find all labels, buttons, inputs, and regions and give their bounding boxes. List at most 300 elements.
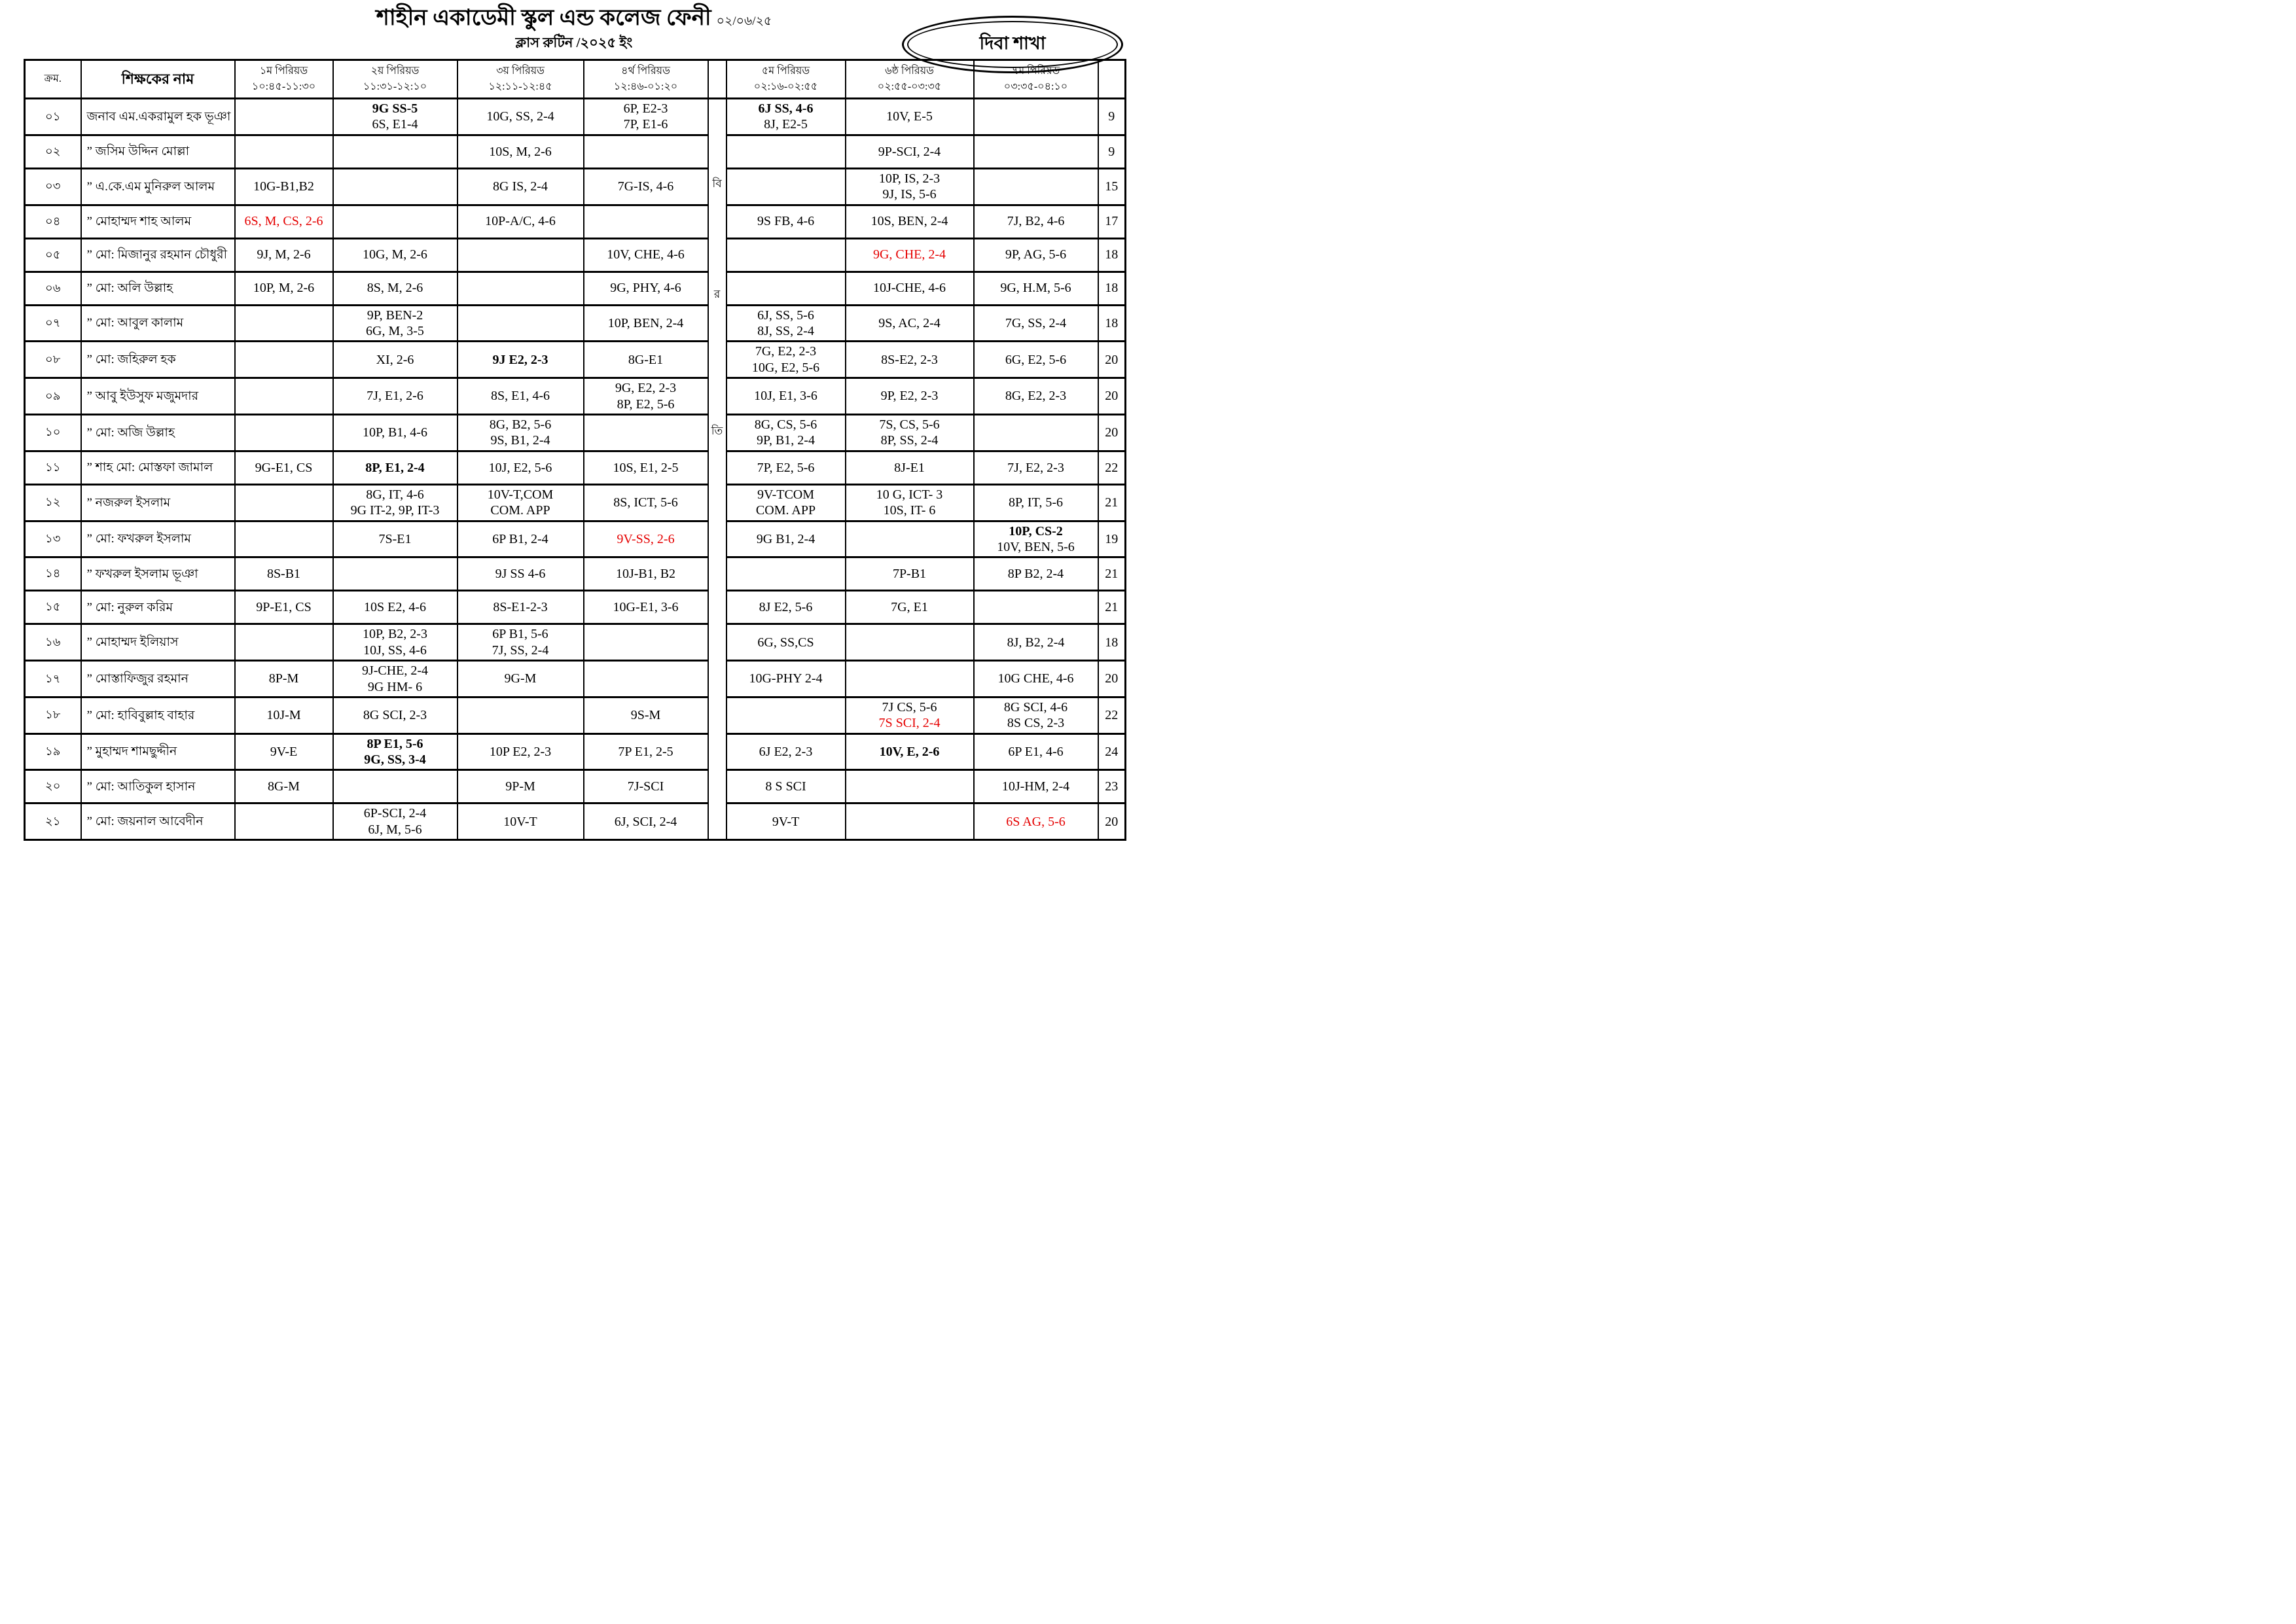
cell-line: 6J SS, 4-6 <box>758 101 814 116</box>
total-cell: 21 <box>1098 591 1126 624</box>
period-2-cell <box>333 697 457 733</box>
cell-line: 10G-E1, 3-6 <box>613 600 679 615</box>
cell-line: 6J E2, 2-3 <box>759 744 813 759</box>
cell-line: 7P, E2, 5-6 <box>757 460 815 475</box>
period-5-cell <box>726 415 846 451</box>
cell-line: 9P, AG, 5-6 <box>1005 247 1067 262</box>
period-7-cell <box>974 770 1098 803</box>
cell-line: 6G, M, 3-5 <box>366 324 424 339</box>
period-1-cell <box>235 803 333 840</box>
header-period-2 <box>333 60 457 99</box>
cell-line: 9V-SS, 2-6 <box>617 531 675 546</box>
total-cell: 24 <box>1098 733 1126 770</box>
period-4-cell <box>584 770 708 803</box>
total-cell: 15 <box>1098 168 1126 205</box>
serial-cell: ১৬ <box>25 624 81 661</box>
cell-line: 8 S SCI <box>765 779 806 794</box>
period-6-cell <box>846 521 974 557</box>
period-7-cell <box>974 484 1098 521</box>
period-7-cell <box>974 661 1098 697</box>
cell-line: 10G-PHY 2-4 <box>749 671 823 686</box>
period-7-cell <box>974 135 1098 168</box>
cell-line: 10P, M, 2-6 <box>253 281 315 296</box>
period-1-cell <box>235 378 333 415</box>
period-5-cell <box>726 697 846 733</box>
period-4-cell <box>584 484 708 521</box>
period-1-cell <box>235 661 333 697</box>
cell-line: 10G CHE, 4-6 <box>997 671 1074 686</box>
period-1-cell <box>235 733 333 770</box>
period-2-cell <box>333 205 457 238</box>
teacher-name-cell: জনাব এম.একরামুল হক ভূঞা <box>81 99 235 135</box>
shift-badge-label: দিবা শাখা <box>979 33 1046 53</box>
total-cell: 20 <box>1098 661 1126 697</box>
cell-line: 9V-T <box>772 814 800 829</box>
period-6-cell <box>846 803 974 840</box>
total-cell: 17 <box>1098 205 1126 238</box>
cell-line: 9J, M, 2-6 <box>257 247 311 262</box>
cell-line: 9P-M <box>505 779 535 794</box>
cell-line: 6G, SS,CS <box>757 635 814 650</box>
period-7-cell <box>974 415 1098 451</box>
cell-line: 8S, ICT, 5-6 <box>613 495 678 510</box>
shift-badge-inner-ring <box>907 21 1118 68</box>
serial-cell: ১৮ <box>25 697 81 733</box>
period-3-cell <box>457 521 584 557</box>
period-3-cell <box>457 415 584 451</box>
teacher-name-cell: ” মো: আবুল কালাম <box>81 305 235 342</box>
header-serial: ক্রম. <box>25 60 81 99</box>
cell-line: 8G-M <box>268 779 300 794</box>
period-4-cell <box>584 591 708 624</box>
period-5-cell <box>726 378 846 415</box>
cell-line: 7S SCI, 2-4 <box>878 716 941 731</box>
cell-line: 9S, AC, 2-4 <box>878 315 941 330</box>
period-3-cell <box>457 591 584 624</box>
period-6-cell <box>846 378 974 415</box>
period-6-cell <box>846 733 974 770</box>
period-7-cell <box>974 521 1098 557</box>
cell-line: 8S-E2, 2-3 <box>881 352 938 367</box>
total-cell: 18 <box>1098 272 1126 305</box>
period-time: ০৩:৩৫-০৪:১০ <box>1003 80 1068 92</box>
total-cell: 23 <box>1098 770 1126 803</box>
period-2-cell <box>333 624 457 661</box>
teacher-name-cell: ” মোহাম্মদ ইলিয়াস <box>81 624 235 661</box>
teacher-name-cell: ” মো: আতিকুল হাসান <box>81 770 235 803</box>
cell-line: 10P, IS, 2-3 <box>878 171 941 186</box>
period-7-cell <box>974 591 1098 624</box>
period-5-cell <box>726 99 846 135</box>
period-5-cell <box>726 168 846 205</box>
cell-line: 7G, E2, 2-3 <box>755 344 817 359</box>
period-5-cell <box>726 238 846 272</box>
break-letter: র <box>713 288 721 301</box>
period-3-cell <box>457 697 584 733</box>
cell-line: 10G, E2, 5-6 <box>751 360 820 375</box>
teacher-name-cell: ” মো: নুরুল করিম <box>81 591 235 624</box>
period-5-cell <box>726 205 846 238</box>
period-6-cell <box>846 238 974 272</box>
total-cell: 20 <box>1098 342 1126 378</box>
total-cell: 20 <box>1098 803 1126 840</box>
cell-line: 8J-E1 <box>894 460 925 475</box>
cell-line: 9J-CHE, 2-4 <box>361 663 429 679</box>
cell-line: 9V-TCOM <box>757 487 815 502</box>
period-1-cell <box>235 557 333 591</box>
period-4-cell <box>584 238 708 272</box>
period-4-cell <box>584 168 708 205</box>
total-cell: 20 <box>1098 378 1126 415</box>
table-row <box>25 733 1126 770</box>
header-period-5 <box>726 60 846 99</box>
serial-cell: ০৮ <box>25 342 81 378</box>
period-7-cell <box>974 238 1098 272</box>
cell-line: 6S, E1-4 <box>372 117 418 132</box>
table-row <box>25 272 1126 305</box>
teacher-name-cell: ” মো: অজি উল্লাহ <box>81 415 235 451</box>
cell-line: 9G, SS, 3-4 <box>364 752 426 768</box>
cell-line: 9S FB, 4-6 <box>757 214 815 229</box>
cell-line: 10P, CS-2 <box>1009 523 1063 538</box>
period-2-cell <box>333 484 457 521</box>
cell-line: 6P-SCI, 2-4 <box>363 806 427 821</box>
cell-line: 9G IT-2, 9P, IT-3 <box>350 503 440 518</box>
teacher-name-cell: ” মো: অলি উল্লাহ <box>81 272 235 305</box>
table-row <box>25 770 1126 803</box>
cell-line: 10V-T <box>503 814 537 829</box>
cell-line: COM. APP <box>490 503 550 518</box>
serial-cell: ১৯ <box>25 733 81 770</box>
routine-page <box>0 0 1148 841</box>
period-2-cell <box>333 415 457 451</box>
table-row <box>25 342 1126 378</box>
cell-line: 8J, B2, 2-4 <box>1007 635 1065 650</box>
period-3-cell <box>457 305 584 342</box>
cell-line: 9G, E2, 2-3 <box>615 381 677 396</box>
teacher-name-cell: ” আবু ইউসুফ মজুমদার <box>81 378 235 415</box>
cell-line: 8G, E2, 2-3 <box>1005 389 1067 404</box>
cell-line: 10J, E2, 5-6 <box>488 460 552 475</box>
period-4-cell <box>584 557 708 591</box>
total-cell: 9 <box>1098 99 1126 135</box>
period-3-cell <box>457 557 584 591</box>
period-5-cell <box>726 451 846 484</box>
serial-cell: ২০ <box>25 770 81 803</box>
break-letter: তি <box>711 425 723 438</box>
period-label: ৬ষ্ঠ পিরিয়ড <box>885 65 934 77</box>
table-row <box>25 135 1126 168</box>
table-row <box>25 415 1126 451</box>
header-period-1 <box>235 60 333 99</box>
cell-line: 10G, SS, 2-4 <box>486 109 554 124</box>
teacher-name-cell: ” জসিম উদ্দিন মোল্লা <box>81 135 235 168</box>
period-5-cell <box>726 770 846 803</box>
period-3-cell <box>457 272 584 305</box>
table-row <box>25 305 1126 342</box>
total-cell: 18 <box>1098 305 1126 342</box>
period-1-cell <box>235 521 333 557</box>
cell-line: 8P B2, 2-4 <box>1007 567 1064 582</box>
cell-line: 8S, M, 2-6 <box>367 281 423 296</box>
period-3-cell <box>457 803 584 840</box>
period-6-cell <box>846 205 974 238</box>
period-1-cell <box>235 451 333 484</box>
cell-line: 10S, E1, 2-5 <box>613 460 679 475</box>
cell-line: 8G SCI, 4-6 <box>1003 699 1068 715</box>
table-row <box>25 378 1126 415</box>
cell-line: 8J, SS, 2-4 <box>757 324 814 339</box>
table-row <box>25 451 1126 484</box>
cell-line: 7P, E1-6 <box>623 117 668 132</box>
teacher-name-cell: ” শাহ মো: মোস্তফা জামাল <box>81 451 235 484</box>
cell-line: 8J, E2-5 <box>764 117 808 132</box>
period-6-cell <box>846 557 974 591</box>
period-1-cell <box>235 591 333 624</box>
cell-line: 7J CS, 5-6 <box>882 699 937 715</box>
table-row <box>25 484 1126 521</box>
cell-line: 9G SS-5 <box>372 101 418 116</box>
period-6-cell <box>846 624 974 661</box>
period-4-cell <box>584 624 708 661</box>
cell-line: 8P, SS, 2-4 <box>880 433 939 448</box>
period-7-cell <box>974 305 1098 342</box>
cell-line: 8P-M <box>268 671 299 686</box>
period-2-cell <box>333 305 457 342</box>
cell-line: 8P, E1, 2-4 <box>365 460 425 475</box>
teacher-name-cell: ” মোহাম্মদ শাহ আলম <box>81 205 235 238</box>
cell-line: 9P, B1, 2-4 <box>757 433 815 448</box>
cell-line: 7P-B1 <box>892 567 927 582</box>
cell-line: 10P E2, 2-3 <box>489 744 552 759</box>
teacher-name-cell: ” এ.কে.এম মুনিরুল আলম <box>81 168 235 205</box>
cell-line: 10J-M <box>266 708 301 723</box>
teacher-name-cell: ” মোস্তাফিজুর রহমান <box>81 661 235 697</box>
serial-cell: ০৪ <box>25 205 81 238</box>
period-4-cell <box>584 305 708 342</box>
period-2-cell <box>333 168 457 205</box>
serial-cell: ২১ <box>25 803 81 840</box>
cell-line: 6P B1, 2-4 <box>492 531 548 546</box>
cell-line: 8P, E2, 5-6 <box>617 397 675 412</box>
period-7-cell <box>974 557 1098 591</box>
period-2-cell <box>333 342 457 378</box>
total-cell: 22 <box>1098 451 1126 484</box>
cell-line: 10P-A/C, 4-6 <box>485 214 556 229</box>
period-time: ১১:৩১-১২:১০ <box>363 80 427 92</box>
period-5-cell <box>726 624 846 661</box>
cell-line: 8G, CS, 5-6 <box>754 417 817 432</box>
period-label: ৪র্থ পিরিয়ড <box>621 65 670 77</box>
period-time: ০২:৫৫-০৩:৩৫ <box>877 80 942 92</box>
cell-line: 9P, E2, 2-3 <box>880 389 939 404</box>
table-row <box>25 521 1126 557</box>
period-4-cell <box>584 135 708 168</box>
period-6-cell <box>846 591 974 624</box>
cell-line: 8P E1, 5-6 <box>367 736 423 751</box>
period-6-cell <box>846 135 974 168</box>
period-7-cell <box>974 99 1098 135</box>
cell-line: 10J-B1, B2 <box>615 567 676 582</box>
period-4-cell <box>584 272 708 305</box>
cell-line: 7J-SCI <box>627 779 664 794</box>
period-3-cell <box>457 451 584 484</box>
period-4-cell <box>584 661 708 697</box>
period-5-cell <box>726 803 846 840</box>
cell-line: 10P, BEN, 2-4 <box>607 315 684 330</box>
cell-line: 10G, M, 2-6 <box>363 247 427 262</box>
cell-line: 10V, E, 2-6 <box>879 744 940 759</box>
period-3-cell <box>457 378 584 415</box>
cell-line: 7J, E2, 2-3 <box>1007 460 1064 475</box>
period-7-cell <box>974 624 1098 661</box>
cell-line: 8J E2, 5-6 <box>759 600 813 615</box>
period-2-cell <box>333 770 457 803</box>
cell-line: 6J, M, 5-6 <box>368 822 422 837</box>
teacher-name-cell: ” ফখরুল ইসলাম ভূঞা <box>81 557 235 591</box>
table-row <box>25 803 1126 840</box>
cell-line: 9P, BEN-2 <box>367 308 423 323</box>
cell-line: 8G, IT, 4-6 <box>366 487 424 502</box>
period-7-cell <box>974 272 1098 305</box>
cell-line: 6S, M, CS, 2-6 <box>244 214 323 229</box>
cell-line: 10P, B2, 2-3 <box>363 627 427 642</box>
cell-line: 7G-IS, 4-6 <box>617 179 674 194</box>
cell-line: XI, 2-6 <box>376 352 414 367</box>
period-2-cell <box>333 378 457 415</box>
period-label: ১ম পিরিয়ড <box>259 65 308 77</box>
cell-line: 9V-E <box>270 744 298 759</box>
cell-line: 10S, BEN, 2-4 <box>870 214 948 229</box>
cell-line: 6J, SS, 5-6 <box>757 308 814 323</box>
cell-line: 6P B1, 5-6 <box>492 627 548 642</box>
total-cell: 9 <box>1098 135 1126 168</box>
cell-line: 8G-E1 <box>628 352 664 367</box>
period-5-cell <box>726 521 846 557</box>
period-label: ৫ম পিরিয়ড <box>761 65 810 77</box>
period-3-cell <box>457 770 584 803</box>
cell-line: 10S, IT- 6 <box>883 503 936 518</box>
total-cell: 22 <box>1098 697 1126 733</box>
cell-line: 8G SCI, 2-3 <box>363 708 427 723</box>
serial-cell: ১২ <box>25 484 81 521</box>
period-5-cell <box>726 272 846 305</box>
cell-line: 10P, B1, 4-6 <box>363 425 427 440</box>
header-teacher-name: শিক্ষকের নাম <box>81 60 235 99</box>
table-row <box>25 168 1126 205</box>
serial-cell: ১৫ <box>25 591 81 624</box>
teacher-name-cell: ” মো: জহিরুল হক <box>81 342 235 378</box>
cell-line: 9G, H.M, 5-6 <box>1000 281 1071 296</box>
serial-cell: ১০ <box>25 415 81 451</box>
total-cell: 18 <box>1098 238 1126 272</box>
table-row <box>25 624 1126 661</box>
period-5-cell <box>726 305 846 342</box>
period-2-cell <box>333 661 457 697</box>
period-7-cell <box>974 697 1098 733</box>
header-period-4 <box>584 60 708 99</box>
period-4-cell <box>584 342 708 378</box>
serial-cell: ০২ <box>25 135 81 168</box>
cell-line: 9S-M <box>630 708 661 723</box>
period-1-cell <box>235 205 333 238</box>
serial-cell: ০৬ <box>25 272 81 305</box>
period-3-cell <box>457 342 584 378</box>
period-2-cell <box>333 557 457 591</box>
table-row <box>25 697 1126 733</box>
cell-line: 9G HM- 6 <box>367 679 423 694</box>
period-1-cell <box>235 342 333 378</box>
cell-line: 7J, SS, 2-4 <box>492 643 549 658</box>
cell-line: 8S-E1-2-3 <box>493 600 548 615</box>
cell-line: 9S, B1, 2-4 <box>490 433 550 448</box>
period-6-cell <box>846 168 974 205</box>
routine-table-body <box>25 99 1126 840</box>
period-3-cell <box>457 733 584 770</box>
period-time: ১০:৪৫-১১:৩০ <box>251 80 316 92</box>
cell-line: 10J, E1, 3-6 <box>754 389 817 404</box>
period-2-cell <box>333 591 457 624</box>
teacher-name-cell: ” মো: জয়নাল আবেদীন <box>81 803 235 840</box>
period-7-cell <box>974 733 1098 770</box>
header-period-3 <box>457 60 584 99</box>
cell-line: 8G, B2, 5-6 <box>489 417 552 432</box>
cell-line: 8P, IT, 5-6 <box>1009 495 1063 510</box>
period-1-cell <box>235 305 333 342</box>
cell-line: 10 G, ICT- 3 <box>876 487 943 502</box>
period-3-cell <box>457 238 584 272</box>
cell-line: 10V, E-5 <box>886 109 933 124</box>
serial-cell: ০৩ <box>25 168 81 205</box>
period-4-cell <box>584 803 708 840</box>
period-2-cell <box>333 451 457 484</box>
period-1-cell <box>235 272 333 305</box>
period-2-cell <box>333 733 457 770</box>
serial-cell: ০৫ <box>25 238 81 272</box>
period-3-cell <box>457 484 584 521</box>
cell-line: 8S, E1, 4-6 <box>491 389 550 404</box>
cell-line: 6P, E2-3 <box>623 101 668 116</box>
total-cell: 18 <box>1098 624 1126 661</box>
serial-cell: ০১ <box>25 99 81 135</box>
period-5-cell <box>726 135 846 168</box>
serial-cell: ১৩ <box>25 521 81 557</box>
period-4-cell <box>584 451 708 484</box>
teacher-name-cell: ” নজরুল ইসলাম <box>81 484 235 521</box>
total-cell: 20 <box>1098 415 1126 451</box>
period-6-cell <box>846 342 974 378</box>
period-label: ৩য় পিরিয়ড <box>496 65 545 77</box>
cell-line: 9P-SCI, 2-4 <box>878 144 941 159</box>
period-6-cell <box>846 770 974 803</box>
header-total-column <box>1098 60 1126 99</box>
cell-line: 10V-T,COM <box>487 487 554 502</box>
routine-date: ০২/০৬/২৫ <box>716 14 772 28</box>
period-1-cell <box>235 168 333 205</box>
cell-line: 8G IS, 2-4 <box>493 179 548 194</box>
cell-line: 9P-E1, CS <box>256 600 312 615</box>
table-row <box>25 591 1126 624</box>
period-4-cell <box>584 521 708 557</box>
period-2-cell <box>333 272 457 305</box>
cell-line: 9G, CHE, 2-4 <box>872 247 946 262</box>
cell-line: 7S, CS, 5-6 <box>879 417 940 432</box>
period-2-cell <box>333 521 457 557</box>
cell-line: 9G B1, 2-4 <box>756 531 816 546</box>
period-2-cell <box>333 803 457 840</box>
period-3-cell <box>457 624 584 661</box>
period-2-cell <box>333 238 457 272</box>
